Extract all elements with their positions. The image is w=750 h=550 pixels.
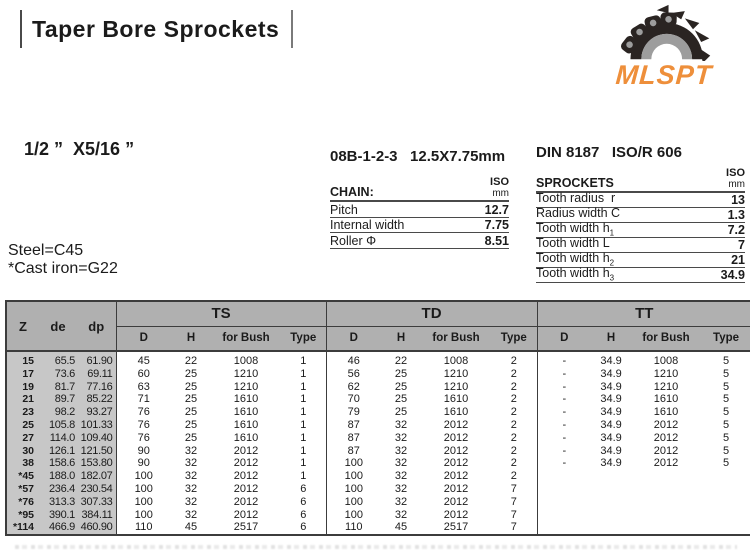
table-cell — [631, 521, 701, 535]
table-cell: *45 — [6, 470, 39, 483]
table-cell: 2012 — [233, 482, 259, 495]
table-cell: 1 — [300, 380, 307, 393]
table-cell: 1610 — [233, 418, 259, 431]
table-cell: 34.9 — [600, 380, 622, 393]
size-spec: 1/2 ” X5/16 ” — [24, 139, 135, 159]
table-cell: 121.50 — [77, 445, 116, 458]
table-cell: 34.9 — [600, 406, 622, 419]
table-cell: 2517 — [443, 521, 469, 534]
table-cell: 32 — [394, 457, 408, 470]
table-cell: 2012 — [233, 470, 259, 483]
table-cell: 25 — [184, 431, 198, 444]
table-cell — [591, 470, 631, 483]
table-cell: 2517 — [233, 521, 259, 534]
table-cell: 158.6 — [39, 457, 77, 470]
spec-value: 7.2 — [727, 223, 745, 237]
col-header-type: Type — [701, 326, 750, 351]
table-cell: 2012 — [443, 470, 469, 483]
table-cell: 25 — [394, 393, 408, 406]
table-cell: 25 — [394, 406, 408, 419]
table-cell: 70 — [326, 393, 381, 406]
col-header-type: Type — [491, 326, 537, 351]
table-cell: 5 — [722, 457, 730, 470]
table-cell: 22 — [184, 355, 198, 367]
table-cell: 6 — [300, 482, 307, 495]
table-cell: 2012 — [653, 457, 679, 470]
table-cell: 2012 — [653, 444, 679, 457]
table-cell: 2012 — [443, 418, 469, 431]
table-cell: 93.27 — [77, 406, 116, 419]
chain-table-header — [330, 176, 509, 202]
table-cell — [591, 496, 631, 509]
table-cell: 62 — [326, 381, 381, 394]
table-cell: 27 — [6, 432, 39, 445]
material-note-steel: Steel=C45 — [8, 242, 84, 259]
col-header-d: D — [326, 326, 381, 351]
table-cell: 1 — [300, 470, 307, 483]
sprockets-spec-table — [536, 167, 745, 283]
table-cell: - — [537, 368, 591, 381]
chain-designation: 08B-1-2-3 12.5X7.75mm — [330, 148, 506, 165]
table-cell: 76 — [116, 419, 171, 432]
table-cell: 5 — [722, 431, 730, 444]
spec-label: Radius width C — [536, 205, 621, 220]
spec-value: 13 — [731, 193, 745, 207]
table-cell — [701, 470, 750, 483]
table-cell: 2012 — [233, 457, 259, 470]
table-cell: 17 — [6, 368, 39, 381]
table-row — [6, 381, 750, 394]
table-cell: 21 — [6, 393, 39, 406]
table-cell — [591, 483, 631, 496]
table-row — [6, 483, 750, 496]
table-cell: 2 — [510, 367, 517, 380]
standard-designation: DIN 8187 ISO/R 606 — [536, 144, 682, 161]
table-cell: 100 — [326, 496, 381, 509]
table-cell: 100 — [326, 470, 381, 483]
table-cell: 1210 — [653, 380, 679, 393]
table-row — [6, 406, 750, 419]
table-cell: 6 — [300, 495, 307, 508]
table-cell: 110 — [116, 521, 171, 535]
table-cell: 90 — [116, 445, 171, 458]
table-cell: 32 — [184, 470, 198, 483]
table-cell: 105.8 — [39, 419, 77, 432]
table-cell: 63 — [116, 381, 171, 394]
table-cell: 101.33 — [77, 419, 116, 432]
table-cell: 60 — [116, 368, 171, 381]
table-cell: 81.7 — [39, 381, 77, 394]
table-cell — [701, 521, 750, 535]
table-cell: 69.11 — [77, 368, 116, 381]
group-header-tt: TT — [537, 301, 750, 326]
sprocket-table-body — [6, 351, 750, 535]
table-cell: 25 — [6, 419, 39, 432]
table-cell: 90 — [116, 457, 171, 470]
chain-section-label: CHAIN: — [330, 185, 374, 199]
table-cell — [537, 496, 591, 509]
table-cell: 1610 — [653, 406, 679, 419]
table-cell: 56 — [326, 368, 381, 381]
table-cell: 5 — [722, 380, 730, 393]
table-cell: 25 — [184, 367, 198, 380]
table-cell: 1 — [300, 406, 307, 419]
table-cell: 1 — [300, 418, 307, 431]
table-row — [6, 509, 750, 522]
table-cell: 45 — [394, 521, 408, 534]
table-cell: 100 — [326, 483, 381, 496]
spec-label: Pitch — [330, 202, 358, 217]
table-row — [6, 368, 750, 381]
table-cell — [701, 509, 750, 522]
col-header-h: H — [381, 326, 421, 351]
table-cell — [537, 509, 591, 522]
table-cell: 30 — [6, 445, 39, 458]
table-cell: 2012 — [653, 431, 679, 444]
table-cell: 7 — [510, 495, 517, 508]
table-cell: 76 — [116, 406, 171, 419]
table-cell: 5 — [722, 393, 730, 406]
table-cell: 1210 — [233, 380, 259, 393]
table-cell: 1008 — [233, 355, 259, 367]
table-cell — [537, 521, 591, 535]
table-cell: 7 — [510, 521, 517, 534]
table-cell: 7 — [510, 482, 517, 495]
table-cell: 32 — [394, 482, 408, 495]
table-cell: 182.07 — [77, 470, 116, 483]
table-cell: 87 — [326, 419, 381, 432]
table-cell: 1610 — [233, 431, 259, 444]
table-cell: 1 — [300, 355, 307, 367]
table-cell: 1210 — [443, 367, 469, 380]
spec-value: 8.51 — [484, 233, 509, 248]
table-cell — [631, 470, 701, 483]
material-note-cast-iron: *Cast iron=G22 — [8, 259, 118, 277]
table-cell: 5 — [722, 406, 730, 419]
table-cell: 1 — [300, 444, 307, 457]
table-cell: 109.40 — [77, 432, 116, 445]
table-cell: 25 — [184, 406, 198, 419]
mm-label: mm — [492, 188, 509, 199]
group-header-td: TD — [326, 301, 537, 326]
table-cell: 15 — [6, 351, 39, 368]
table-cell: 32 — [394, 508, 408, 521]
table-cell: 2 — [510, 355, 517, 367]
table-cell: 1 — [300, 393, 307, 406]
table-cell: 76 — [116, 432, 171, 445]
table-cell: - — [537, 432, 591, 445]
table-cell: 2 — [510, 470, 517, 483]
table-cell: 1 — [300, 457, 307, 470]
table-cell: 19 — [6, 381, 39, 394]
table-cell: 2012 — [233, 495, 259, 508]
table-cell: 71 — [116, 393, 171, 406]
table-cell: 25 — [184, 418, 198, 431]
table-cell: - — [537, 351, 591, 368]
table-cell: - — [537, 419, 591, 432]
col-header-de: de — [39, 301, 77, 351]
table-cell: 1 — [300, 431, 307, 444]
table-cell: 45 — [184, 521, 198, 534]
spec-value: 34.9 — [720, 268, 745, 282]
table-cell: 236.4 — [39, 483, 77, 496]
iso-label: ISO — [490, 176, 509, 188]
col-header-dp: dp — [77, 301, 116, 351]
logo — [597, 3, 731, 91]
table-cell: *76 — [6, 496, 39, 509]
table-cell: 126.1 — [39, 445, 77, 458]
table-cell: 2 — [510, 431, 517, 444]
sprocket-data-table — [5, 300, 750, 536]
table-cell: 32 — [394, 495, 408, 508]
table-cell: 2 — [510, 457, 517, 470]
table-cell: 1610 — [653, 393, 679, 406]
table-cell: 65.5 — [39, 351, 77, 368]
table-cell: 22 — [394, 355, 408, 367]
table-cell: 73.6 — [39, 368, 77, 381]
table-cell — [591, 509, 631, 522]
table-cell: 2012 — [443, 482, 469, 495]
table-cell: 114.0 — [39, 432, 77, 445]
table-cell: 2012 — [233, 444, 259, 457]
table-cell: 2 — [510, 418, 517, 431]
table-row — [6, 470, 750, 483]
table-cell: 2012 — [233, 508, 259, 521]
sprockets-section-label: SPROCKETS — [536, 176, 614, 190]
table-cell: 5 — [722, 418, 730, 431]
col-header-type: Type — [281, 326, 326, 351]
table-cell: 25 — [184, 393, 198, 406]
sprocket-chain-icon — [605, 3, 723, 61]
table-cell: *114 — [6, 521, 39, 535]
table-cell: 32 — [184, 482, 198, 495]
sprockets-table-header — [536, 167, 745, 193]
col-header-for-bush: for Bush — [211, 326, 281, 351]
page-header — [20, 8, 293, 50]
table-cell: 32 — [394, 444, 408, 457]
table-cell: 61.90 — [77, 351, 116, 368]
spec-label: Tooth width L — [536, 235, 610, 250]
sprockets-unit-header — [726, 167, 745, 190]
spec-label: Tooth radius r — [536, 190, 616, 205]
table-row — [6, 457, 750, 470]
table-cell: 23 — [6, 406, 39, 419]
table-cell: 25 — [394, 367, 408, 380]
title-right-bar — [291, 10, 293, 48]
table-cell: 1210 — [443, 380, 469, 393]
table-cell: 100 — [116, 496, 171, 509]
table-cell: 2 — [510, 444, 517, 457]
table-cell: 100 — [116, 509, 171, 522]
table-row — [6, 351, 750, 368]
table-cell: 1610 — [443, 406, 469, 419]
table-cell: 100 — [116, 470, 171, 483]
table-cell: 32 — [184, 444, 198, 457]
spec-row — [330, 218, 509, 234]
table-cell: 79 — [326, 406, 381, 419]
chain-unit-header — [490, 176, 509, 199]
table-cell — [631, 483, 701, 496]
table-row — [6, 419, 750, 432]
table-cell: 32 — [394, 418, 408, 431]
table-cell: 85.22 — [77, 393, 116, 406]
table-cell: 32 — [394, 431, 408, 444]
table-cell: 1210 — [653, 367, 679, 380]
col-header-h: H — [171, 326, 211, 351]
spec-label: Internal width — [330, 218, 405, 232]
mm-label: mm — [728, 179, 745, 190]
table-cell: 2012 — [443, 508, 469, 521]
table-cell: 460.90 — [77, 521, 116, 535]
spec-row — [330, 233, 509, 249]
table-cell: 32 — [184, 457, 198, 470]
table-cell: - — [537, 406, 591, 419]
table-cell: 7 — [510, 508, 517, 521]
table-cell: 2012 — [653, 418, 679, 431]
table-cell: 34.9 — [600, 393, 622, 406]
table-cell: 46 — [326, 351, 381, 368]
table-cell: 2 — [510, 380, 517, 393]
spec-label: Roller Φ — [330, 233, 377, 248]
col-header-z: Z — [6, 301, 39, 351]
table-cell: *95 — [6, 509, 39, 522]
table-cell: 6 — [300, 521, 307, 534]
table-cell: 2012 — [443, 444, 469, 457]
spec-value: 1.3 — [727, 208, 745, 222]
table-cell: 1008 — [443, 355, 469, 367]
table-cell: 230.54 — [77, 483, 116, 496]
table-cell: 1610 — [443, 393, 469, 406]
table-cell: 34.9 — [600, 457, 622, 470]
table-cell: 5 — [722, 444, 730, 457]
spec-value: 21 — [731, 253, 745, 267]
table-cell: 1610 — [233, 406, 259, 419]
group-header-ts: TS — [116, 301, 326, 326]
table-cell: 384.11 — [77, 509, 116, 522]
table-cell — [701, 483, 750, 496]
table-cell: 5 — [722, 367, 730, 380]
table-row — [6, 393, 750, 406]
cutoff-text-remnant — [15, 545, 737, 549]
table-row — [6, 432, 750, 445]
table-cell: 100 — [116, 483, 171, 496]
table-cell: 87 — [326, 445, 381, 458]
iso-label: ISO — [726, 167, 745, 179]
table-cell: 6 — [300, 508, 307, 521]
spec-value: 7.75 — [484, 218, 509, 232]
table-cell — [537, 470, 591, 483]
chain-spec-table — [330, 176, 509, 249]
table-cell: 307.33 — [77, 496, 116, 509]
table-cell: - — [537, 381, 591, 394]
table-cell: 34.9 — [600, 367, 622, 380]
spec-value: 12.7 — [484, 202, 509, 217]
col-header-h: H — [591, 326, 631, 351]
table-cell: 466.9 — [39, 521, 77, 535]
spec-label: Tooth width $h_3$ — [536, 265, 615, 282]
logo-text: MLSPT — [614, 60, 714, 90]
table-cell: 38 — [6, 457, 39, 470]
table-cell — [701, 496, 750, 509]
table-cell: 110 — [326, 521, 381, 535]
table-cell — [631, 496, 701, 509]
table-cell: 32 — [394, 470, 408, 483]
table-cell: 98.2 — [39, 406, 77, 419]
table-cell: 32 — [184, 508, 198, 521]
table-cell: 1610 — [233, 393, 259, 406]
col-header-for-bush: for Bush — [631, 326, 701, 351]
material-notes — [8, 242, 118, 277]
table-cell: 25 — [184, 380, 198, 393]
table-cell — [591, 521, 631, 535]
table-cell: - — [537, 393, 591, 406]
table-cell: 153.80 — [77, 457, 116, 470]
spec-row — [536, 265, 745, 283]
page-title: Taper Bore Sprockets — [32, 15, 280, 42]
table-cell: 32 — [184, 495, 198, 508]
table-cell: - — [537, 457, 591, 470]
table-cell: 34.9 — [600, 444, 622, 457]
table-cell: 34.9 — [600, 431, 622, 444]
table-cell: 390.1 — [39, 509, 77, 522]
col-header-d: D — [537, 326, 591, 351]
table-row — [6, 521, 750, 535]
spec-label: Tooth width $h_1$ — [536, 220, 615, 237]
spec-value: 7 — [738, 238, 745, 252]
table-cell: 1 — [300, 367, 307, 380]
table-cell: 34.9 — [600, 418, 622, 431]
spec-label: Tooth width $h_2$ — [536, 250, 615, 267]
table-cell — [631, 509, 701, 522]
table-cell: *57 — [6, 483, 39, 496]
table-cell: 34.9 — [600, 355, 622, 367]
table-row — [6, 496, 750, 509]
table-row — [6, 445, 750, 458]
table-cell: - — [537, 445, 591, 458]
table-cell: 188.0 — [39, 470, 77, 483]
table-cell: 2012 — [443, 431, 469, 444]
table-cell: 45 — [116, 351, 171, 368]
table-cell: 5 — [722, 355, 730, 367]
table-cell: 1008 — [653, 355, 679, 367]
spec-row — [330, 202, 509, 218]
col-header-d: D — [116, 326, 171, 351]
table-cell: 2 — [510, 406, 517, 419]
table-cell: 77.16 — [77, 381, 116, 394]
table-cell — [537, 483, 591, 496]
table-cell: 2012 — [443, 495, 469, 508]
table-cell: 1210 — [233, 367, 259, 380]
table-cell: 2 — [510, 393, 517, 406]
table-cell: 100 — [326, 509, 381, 522]
table-cell: 25 — [394, 380, 408, 393]
table-cell: 87 — [326, 432, 381, 445]
table-cell: 313.3 — [39, 496, 77, 509]
col-header-for-bush: for Bush — [421, 326, 491, 351]
table-cell: 2012 — [443, 457, 469, 470]
table-cell: 100 — [326, 457, 381, 470]
table-cell: 89.7 — [39, 393, 77, 406]
